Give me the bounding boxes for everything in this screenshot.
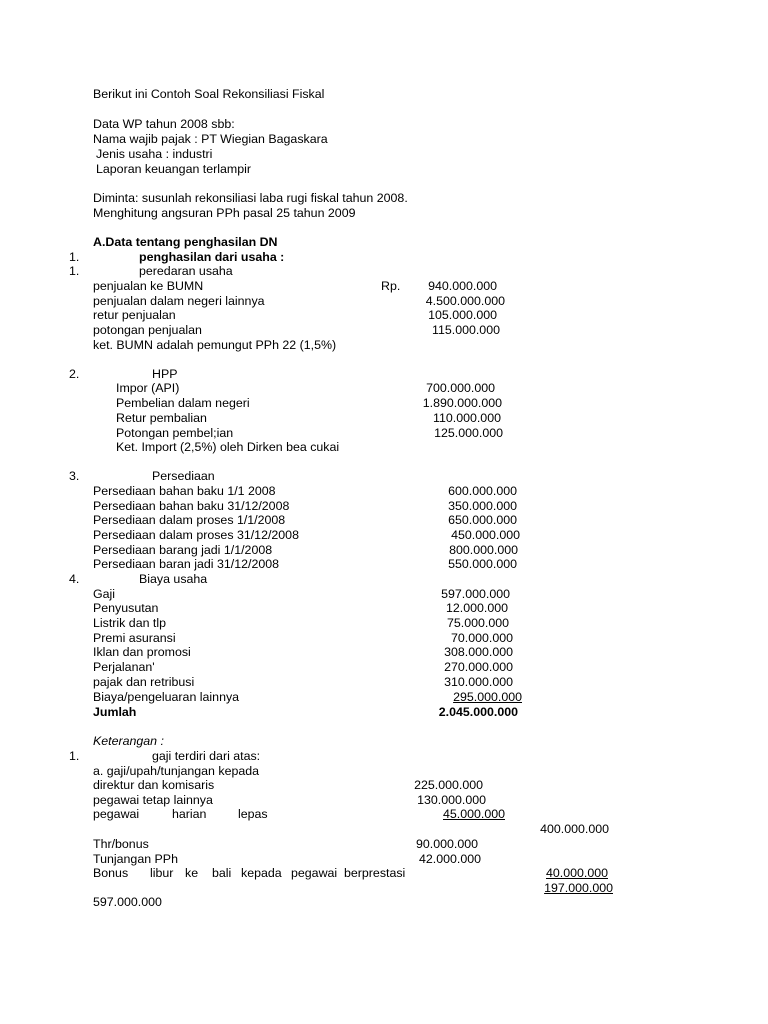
section-a-subtitle: penghasilan dari usaha : bbox=[139, 250, 285, 264]
row-value: 4.500.000.000 bbox=[425, 294, 505, 308]
row-value: 115.000.000 bbox=[432, 323, 500, 337]
row-label: Perjalanan' bbox=[93, 660, 155, 674]
row-value: 295.000.000 bbox=[453, 690, 522, 704]
row-label: Persediaan bahan baku 31/12/2008 bbox=[93, 499, 290, 513]
row-value: 600.000.000 bbox=[448, 484, 517, 498]
row-label: Impor (API) bbox=[116, 381, 180, 395]
diminta-line: Diminta: susunlah rekonsiliasi laba rugi fiskal tahun 2008. bbox=[93, 191, 408, 205]
row-value: 125.000.000 bbox=[434, 426, 503, 440]
row-value: 70.000.000 bbox=[450, 631, 513, 645]
row-value: 310.000.000 bbox=[444, 675, 513, 689]
row-label: Retur pembalian bbox=[116, 411, 207, 425]
row-value: 650.000.000 bbox=[448, 513, 517, 527]
row-value: 700.000.000 bbox=[426, 381, 495, 395]
peredaran-num: 1. bbox=[69, 264, 80, 278]
sub-a-label: a. gaji/upah/tunjangan kepada bbox=[93, 764, 260, 778]
document-title: Berikut ini Contoh Soal Rekonsiliasi Fiskal bbox=[93, 87, 325, 101]
row-label: pajak dan retribusi bbox=[93, 675, 195, 689]
persediaan-title: Persediaan bbox=[152, 469, 215, 483]
pegawai-tetap-value: 130.000.000 bbox=[417, 793, 486, 807]
row-value: 270.000.000 bbox=[444, 660, 513, 674]
nama-wp-line: Nama wajib pajak : PT Wiegian Bagaskara bbox=[93, 132, 328, 146]
biaya-num: 4. bbox=[69, 572, 80, 586]
biaya-title: Biaya usaha bbox=[139, 572, 208, 586]
bonus-word: Bonus bbox=[93, 866, 129, 880]
thr-label: Thr/bonus bbox=[93, 837, 149, 851]
pegawai-harian-word: lepas bbox=[238, 807, 268, 821]
keterangan-title: Keterangan : bbox=[93, 734, 164, 748]
row-value: 110.000.000 bbox=[433, 411, 501, 425]
row-value: 12.000.000 bbox=[445, 601, 508, 615]
row-label: Potongan pembel;ian bbox=[116, 426, 234, 440]
section-a-note: ket. BUMN adalah pemungut PPh 22 (1,5%) bbox=[93, 338, 337, 352]
row-label: Iklan dan promosi bbox=[93, 645, 191, 659]
bonus-word: berprestasi bbox=[344, 866, 406, 880]
angsuran-line: Menghitung angsuran PPh pasal 25 tahun 2009 bbox=[93, 206, 356, 220]
row-label: Premi asuransi bbox=[93, 631, 176, 645]
row-label: Penyusutan bbox=[93, 601, 159, 615]
currency-prefix: Rp. bbox=[381, 279, 401, 293]
pegawai-harian-word: harian bbox=[172, 807, 207, 821]
row-label: Persediaan dalam proses 31/12/2008 bbox=[93, 528, 299, 542]
tunjangan-value: 42.000.000 bbox=[418, 852, 481, 866]
pegawai-harian-word: pegawai bbox=[93, 807, 140, 821]
row-label: penjualan dalam negeri lainnya bbox=[93, 294, 265, 308]
laporan-line: Laporan keuangan terlampir bbox=[96, 162, 251, 176]
total-label: Jumlah bbox=[93, 705, 137, 719]
row-label: potongan penjualan bbox=[93, 323, 202, 337]
row-value: 550.000.000 bbox=[448, 557, 517, 571]
bonus-word: ke bbox=[185, 866, 199, 880]
jenis-usaha-line: Jenis usaha : industri bbox=[96, 147, 213, 161]
row-value: 350.000.000 bbox=[448, 499, 517, 513]
row-value: 75.000.000 bbox=[446, 616, 509, 630]
bonus-word: bali bbox=[212, 866, 232, 880]
keterangan-num: 1. bbox=[69, 749, 80, 763]
grand-total: 597.000.000 bbox=[93, 895, 162, 909]
row-label: Listrik dan tlp bbox=[93, 616, 167, 630]
bonus-word: pegawai bbox=[291, 866, 338, 880]
peredaran-title: peredaran usaha bbox=[139, 264, 233, 278]
pegawai-tetap-label: pegawai tetap lainnya bbox=[93, 793, 213, 807]
section-a-num: 1. bbox=[69, 250, 80, 264]
direktur-label: direktur dan komisaris bbox=[93, 778, 215, 792]
pegawai-harian-value: 45.000.000 bbox=[442, 807, 505, 821]
hpp-note: Ket. Import (2,5%) oleh Dirken bea cukai bbox=[116, 440, 340, 454]
row-label: Persediaan barang jadi 1/1/2008 bbox=[93, 543, 273, 557]
row-value: 450.000.000 bbox=[451, 528, 520, 542]
gaji-title: gaji terdiri dari atas: bbox=[152, 749, 261, 763]
row-label: Persediaan baran jadi 31/12/2008 bbox=[93, 557, 280, 571]
row-value: 800.000.000 bbox=[449, 543, 518, 557]
direktur-value: 225.000.000 bbox=[414, 778, 483, 792]
row-value: 1.890.000.000 bbox=[422, 396, 502, 410]
row-label: Gaji bbox=[93, 587, 116, 601]
row-label: Persediaan bahan baku 1/1 2008 bbox=[93, 484, 276, 498]
bonus-word: kepada bbox=[241, 866, 282, 880]
row-value: 940.000.000 bbox=[428, 279, 497, 293]
row-label: Biaya/pengeluaran lainnya bbox=[93, 690, 240, 704]
row-label: Persediaan dalam proses 1/1/2008 bbox=[93, 513, 286, 527]
tunjangan-label: Tunjangan PPh bbox=[93, 852, 178, 866]
data-wp-line: Data WP tahun 2008 sbb: bbox=[93, 117, 235, 131]
subtotal-a: 400.000.000 bbox=[540, 822, 609, 836]
thr-value: 90.000.000 bbox=[415, 837, 478, 851]
bonus-word: libur bbox=[150, 866, 174, 880]
row-value: 105.000.000 bbox=[428, 308, 497, 322]
section-a-title: A.Data tentang penghasilan DN bbox=[93, 235, 278, 249]
total-value: 2.045.000.000 bbox=[438, 705, 518, 719]
hpp-title: HPP bbox=[152, 367, 178, 381]
row-value: 597.000.000 bbox=[441, 587, 510, 601]
bonus-value: 40.000.000 bbox=[545, 866, 608, 880]
row-label: retur penjualan bbox=[93, 308, 176, 322]
hpp-num: 2. bbox=[69, 367, 80, 381]
subtotal-b: 197.000.000 bbox=[544, 881, 613, 895]
row-value: 308.000.000 bbox=[444, 645, 513, 659]
row-label: Pembelian dalam negeri bbox=[116, 396, 250, 410]
persediaan-num: 3. bbox=[69, 469, 80, 483]
row-label: penjualan ke BUMN bbox=[93, 279, 204, 293]
